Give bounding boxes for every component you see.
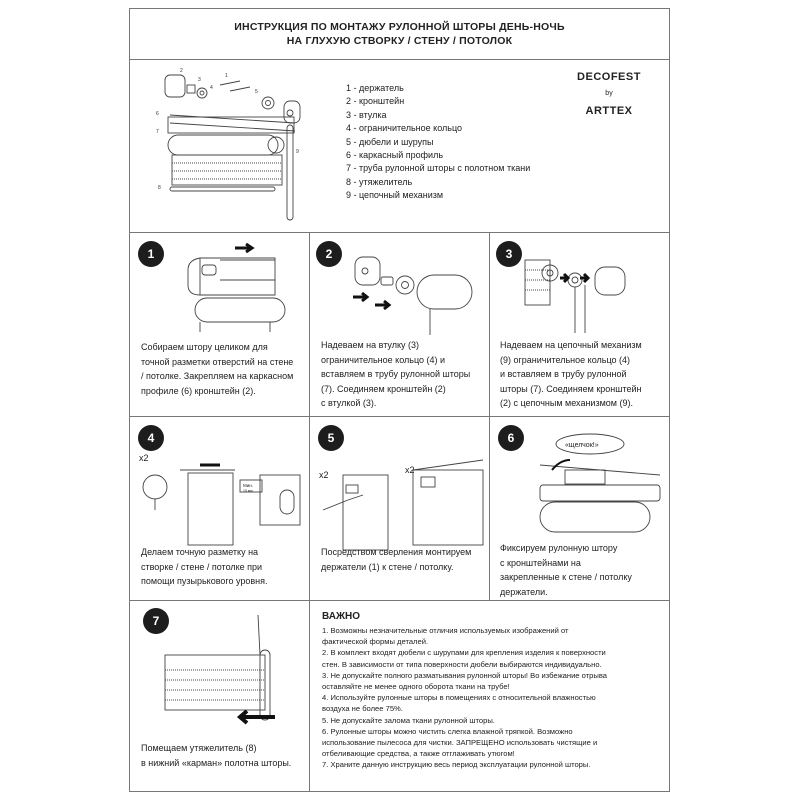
step-6-badge: 6 <box>498 425 524 451</box>
step-6-text <box>500 541 632 599</box>
important-item: 1. Возможны незначительные отличия используемых изображений от <box>322 626 569 635</box>
tube-part <box>168 135 278 155</box>
diagram-label-5: 5 <box>255 89 258 95</box>
title-line-2: НА ГЛУХУЮ СТВОРКУ / СТЕНУ / ПОТОЛОК <box>286 35 513 47</box>
step-4-illustration <box>140 455 310 545</box>
brand-maker: ARTTEX <box>585 105 633 117</box>
important-item: 2. В комплект входят дюбели с шурупами для крепления изделия к поверхности <box>322 648 606 658</box>
important-item: 4. Используйте рулонные шторы в помещениях с относительной влажностью <box>322 693 596 703</box>
step-3-line: Надеваем на цепочный механизм <box>500 340 642 350</box>
step-3-illustration <box>520 245 665 335</box>
step-4-text <box>141 545 268 589</box>
step-2-line: Надеваем на втулку (3) <box>321 340 420 350</box>
parts-item: 8 - утяжелитель <box>346 176 413 187</box>
important-item: 5. Не допускайте залома ткани рулонной шторы. <box>322 715 495 725</box>
parts-item: 2 - кронштейн <box>346 96 405 107</box>
holder-part <box>165 75 185 97</box>
step-2-line: ограничительное кольцо (4) и <box>321 354 446 365</box>
step-1-line: профиле (6) кронштейн (2). <box>141 385 256 396</box>
step-6-line: с кронштейнами на <box>500 557 581 568</box>
step-3-line: (9) ограничительное кольцо (4) <box>500 354 631 365</box>
step-4-line: помощи пузырькового уровня. <box>141 576 268 586</box>
step-5-line: держатели (1) к стене / потолку. <box>321 561 454 572</box>
step-6-line: Фиксируем рулонную штору <box>500 543 618 553</box>
step-1-line: точной разметки отверстий на стене <box>141 356 294 367</box>
diagram-label-4: 4 <box>210 85 213 91</box>
diagram-label-1: 1 <box>225 73 228 79</box>
parts-item: 9 - цепочный механизм <box>346 190 444 201</box>
step-4-x2: x2 <box>139 453 149 463</box>
parts-list <box>346 82 530 203</box>
step-7-text <box>141 741 291 770</box>
parts-item: 6 - каркасный профиль <box>346 150 444 161</box>
important-item: отбеливающие средства, а также отглаживать утюгом! <box>322 749 515 759</box>
step-4-badge: 4 <box>138 425 164 451</box>
important-item: воздуха не более 75%. <box>322 704 403 714</box>
step-5-illustration <box>318 455 488 545</box>
parts-item: 4 - ограничительное кольцо <box>346 123 463 134</box>
weight-part <box>170 187 275 191</box>
step-1-line: Собираем штору целиком для <box>141 342 268 352</box>
step-3-line: шторы (7). Соединяем кронштейн <box>500 383 642 394</box>
page-title <box>129 20 670 48</box>
important-item: оставляйте не менее одного оборота ткани на трубе! <box>322 682 510 692</box>
step-7-illustration <box>160 615 300 740</box>
step-6-line: закрепленные к стене / потолку <box>500 572 632 582</box>
parts-item: 5 - дюбели и шурупы <box>346 136 434 147</box>
step-5-x2-b: x2 <box>405 465 415 475</box>
step-4-line: Делаем точную разметку на <box>141 547 259 557</box>
important-item: использование пылесоса для чистки. ЗАПРЕЩЕНО использовать чистящие и <box>322 738 598 748</box>
chain-part <box>287 125 293 220</box>
step-2-line: вставляем в трубу рулонной шторы <box>321 369 471 379</box>
important-list <box>322 625 657 771</box>
divider-col2 <box>489 232 490 600</box>
parts-item: 7 - труба рулонной шторы с полотном ткани <box>346 163 531 174</box>
step-3-text <box>500 338 642 411</box>
divider-parts <box>129 232 670 233</box>
step-5-text <box>321 545 471 574</box>
step-7-line: Помещаем утяжелитель (8) <box>141 743 257 753</box>
step-4-min-label: Мин. <box>243 483 253 488</box>
step-1-line: / потолке. Закрепляем на каркасном <box>141 371 294 381</box>
step-6-line: держатели. <box>500 586 548 597</box>
bushing-part <box>187 85 195 93</box>
parts-item: 1 - держатель <box>346 83 404 93</box>
step-3-line: и вставляем в трубу рулонной <box>500 369 627 379</box>
diagram-label-3: 3 <box>198 77 201 83</box>
step-3-line: (2) с цепочным механизмом (9). <box>500 398 633 408</box>
step-5-x2-a: x2 <box>319 470 329 480</box>
step-2-badge: 2 <box>316 241 342 267</box>
step-5-line: Посредством сверления монтируем <box>321 547 472 557</box>
diagram-label-7: 7 <box>156 129 159 135</box>
step-4-line: створке / стене / потолке при <box>141 561 263 572</box>
diagram-label-9: 9 <box>296 149 299 155</box>
step-3-badge: 3 <box>496 241 522 267</box>
parts-diagram <box>150 65 340 230</box>
step-5-badge: 5 <box>318 425 344 451</box>
profile-part <box>168 117 294 133</box>
brand-by: by <box>605 90 613 97</box>
title-line-1: ИНСТРУКЦИЯ ПО МОНТАЖУ РУЛОННОЙ ШТОРЫ ДЕНЬ-НОЧЬ <box>234 21 565 33</box>
step-2-illustration <box>345 245 475 335</box>
diagram-label-6: 6 <box>156 111 159 117</box>
step-7-badge: 7 <box>143 608 169 634</box>
diagram-label-8: 8 <box>158 185 161 191</box>
important-item: фактической формы деталей. <box>322 637 429 647</box>
diagram-label-2: 2 <box>180 68 183 74</box>
important-title: ВАЖНО <box>322 611 360 622</box>
step-6-illustration <box>530 430 665 540</box>
step-2-text <box>321 338 470 411</box>
divider-row1 <box>129 416 670 417</box>
brand-name: DECOFEST <box>577 71 641 83</box>
bracket-part <box>284 101 300 123</box>
step-2-line: (7). Соединяем кронштейн (2) <box>321 383 446 394</box>
divider-title <box>129 59 670 60</box>
parts-item: 3 - втулка <box>346 109 387 120</box>
divider-row2 <box>129 600 670 601</box>
important-item: 3. Не допускайте полного разматывания рулонной шторы! Во избежание отрыва <box>322 670 608 680</box>
step-1-badge: 1 <box>138 241 164 267</box>
ring-part <box>197 88 207 98</box>
step-4-min-value: 15 мм <box>243 489 253 493</box>
step-1-illustration <box>180 240 305 332</box>
step-2-line: с втулкой (3). <box>321 398 377 408</box>
important-item: стен. В зависимости от типа поверхности дюбели выбираются индивидуально. <box>322 659 602 669</box>
step-6-click-label: «щелчок!» <box>565 442 599 449</box>
step-1-text <box>141 340 293 398</box>
fabric-part <box>172 155 282 185</box>
step-7-line: в нижний «карман» полотна шторы. <box>141 757 292 768</box>
important-item: 6. Рулонные шторы можно чистить слегка влажной тряпкой. Возможно <box>322 726 573 736</box>
important-item: 7. Храните данную инструкцию весь период эксплуатации рулонной шторы. <box>322 760 591 770</box>
